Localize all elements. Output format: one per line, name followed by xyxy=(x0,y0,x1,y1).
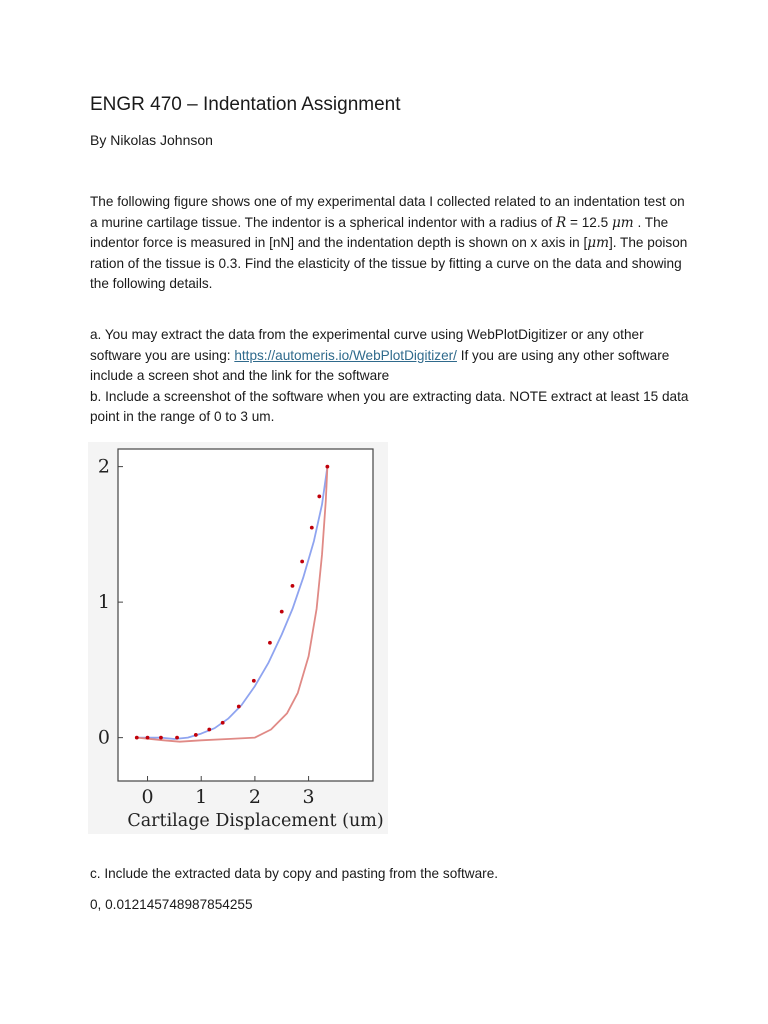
indentation-figure xyxy=(88,442,388,839)
digitized-point xyxy=(291,584,295,588)
intro-paragraph xyxy=(90,192,690,295)
y-tick-label: 2 xyxy=(97,455,110,478)
document-title: ENGR 470 – Indentation Assignment xyxy=(90,94,401,115)
x-tick-label: 1 xyxy=(195,786,208,808)
instructions-paragraph xyxy=(90,325,690,428)
intro-text-3: ]. The poison ration of the tissue is 0.3. Find the elasticity of the tissue by fitting a curve on the data and showing the following details. xyxy=(90,235,688,291)
digitized-point xyxy=(268,641,272,645)
intro-text-1: The following figure shows one of my experimental data I collected related to an indentation test on a murine cartilage tissue. The indentor is a spherical indentor with a radius of xyxy=(90,194,685,230)
radius-value: = 12.5 xyxy=(566,214,612,230)
x-tick-label: 2 xyxy=(248,786,261,808)
digitized-point xyxy=(237,705,241,709)
y-tick-label: 1 xyxy=(97,591,110,614)
item-a-prefix: a. You may extract the data from the experimental curve using WebPlotDigitizer or any other software you are using: xyxy=(90,327,644,363)
digitized-point xyxy=(159,736,163,740)
x-axis-label: Cartilage Displacement (um) xyxy=(127,811,384,831)
force-displacement-chart xyxy=(88,442,388,834)
intro-text-2: . The indentor force is measured in [nN] and the indentation depth is shown on x axis in [ xyxy=(90,214,669,250)
depth-unit: μm xyxy=(587,235,609,251)
digitized-point xyxy=(221,721,225,725)
extracted-data-line: 0, 0.012145748987854255 xyxy=(90,897,253,912)
radius-symbol: R xyxy=(555,214,567,231)
digitized-point xyxy=(325,465,329,469)
radius-unit: μm xyxy=(611,214,634,231)
item-a-suffix: If you are using any other software include a screen shot and the link for the software xyxy=(90,347,670,383)
digitized-point xyxy=(175,736,179,740)
author-line: By Nikolas Johnson xyxy=(90,132,213,148)
digitized-point xyxy=(135,736,139,740)
digitized-point xyxy=(194,733,198,737)
item-c-text: c. Include the extracted data by copy and pasting from the software. xyxy=(90,866,499,881)
plot-frame xyxy=(118,449,373,781)
y-tick-label: 0 xyxy=(97,726,110,749)
digitized-point xyxy=(207,728,211,732)
x-tick-label: 0 xyxy=(141,786,154,808)
digitized-point xyxy=(146,736,150,740)
digitized-point xyxy=(317,495,321,499)
item-b-text: b. Include a screenshot of the software when you are extracting data. NOTE extract at least 15 data point in the range of 0 to 3 um. xyxy=(90,388,689,424)
digitized-point xyxy=(252,679,256,683)
digitized-point xyxy=(310,526,314,530)
webplotdigitizer-link[interactable]: https://automeris.io/WebPlotDigitizer/ xyxy=(234,347,457,363)
digitized-point xyxy=(280,610,284,614)
digitized-point xyxy=(300,560,304,564)
x-tick-label: 3 xyxy=(302,786,315,808)
